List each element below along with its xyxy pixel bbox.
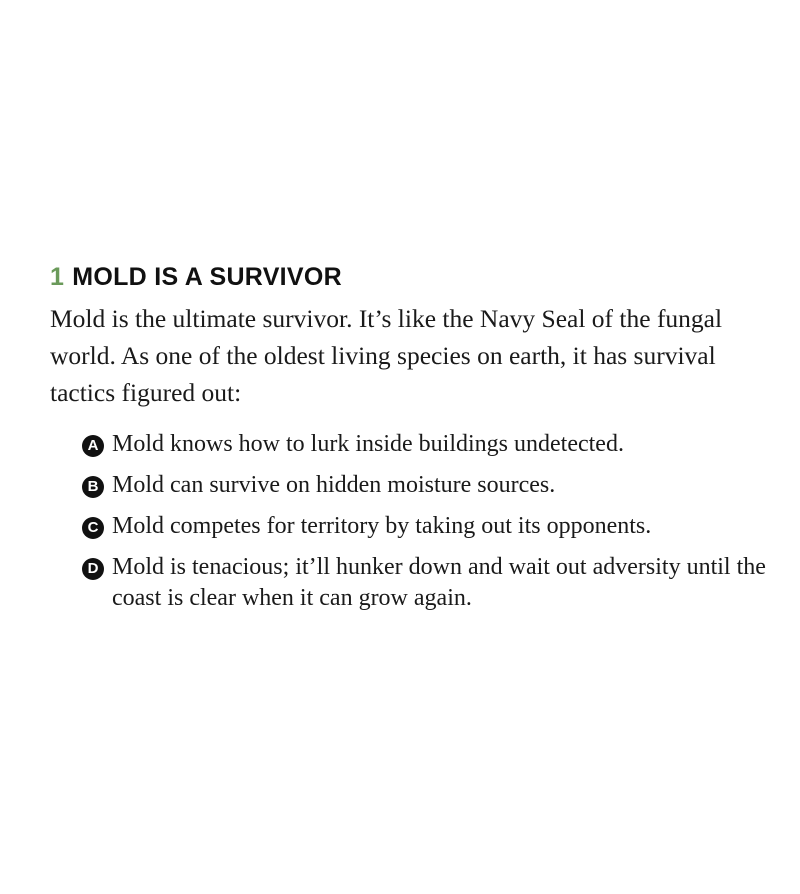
- list-item: [82, 511, 770, 542]
- list-item-text: Mold knows how to lurk inside buildings undetected.: [112, 431, 624, 457]
- list-item-text: Mold can survive on hidden moisture sources.: [112, 472, 556, 498]
- survival-tactics-list: [82, 429, 770, 614]
- list-item: [82, 470, 770, 501]
- mold-survivor-section: [50, 262, 770, 624]
- intro-paragraph: Mold is the ultimate survivor. It’s like the Navy Seal of the fungal world. As one of the oldest living species on earth, it has survival tactics figured out:: [50, 304, 723, 407]
- section-heading: [50, 262, 770, 292]
- section-title: MOLD IS A SURVIVOR: [72, 263, 342, 291]
- list-item-text: Mold competes for territory by taking out its opponents.: [112, 513, 652, 539]
- marker-d-badge: D: [82, 558, 104, 580]
- marker-b-badge: B: [82, 476, 104, 498]
- list-item: [82, 429, 770, 460]
- list-item: [82, 552, 770, 614]
- marker-c-badge: C: [82, 517, 104, 539]
- list-item-text: Mold is tenacious; it’ll hunker down and wait out adversity until the coast is clear when it can grow again.: [112, 554, 766, 611]
- marker-a-badge: A: [82, 435, 104, 457]
- section-number: 1: [50, 263, 65, 291]
